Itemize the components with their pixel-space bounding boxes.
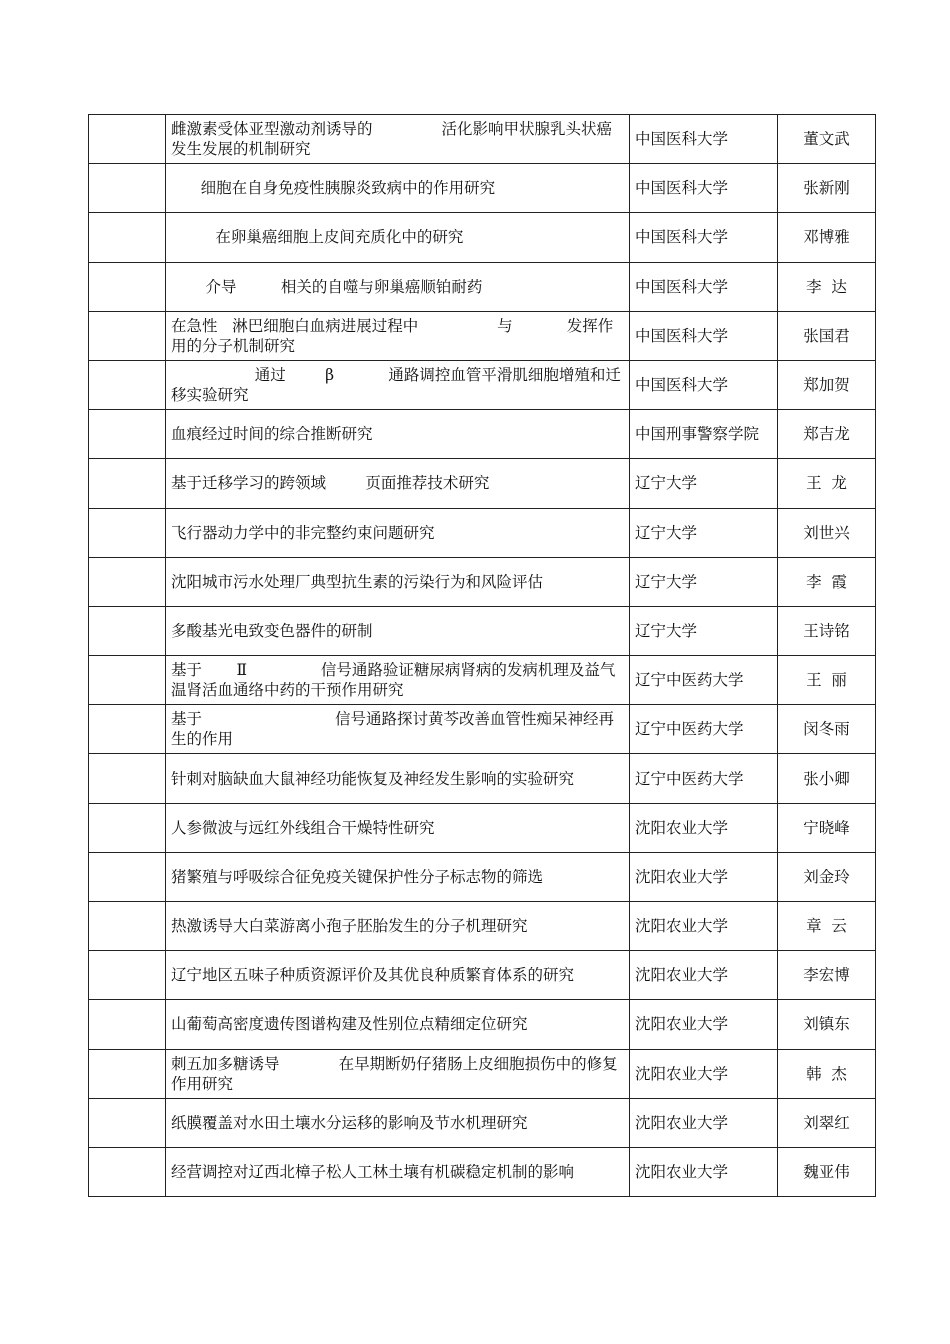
row-number-cell: [89, 705, 166, 754]
table-row: [89, 1147, 876, 1196]
institution-cell: 沈阳农业大学: [630, 902, 778, 951]
institution-cell: 中国医科大学: [630, 213, 778, 262]
row-number-cell: [89, 852, 166, 901]
project-title-cell: 热激诱导大白菜游离小孢子胚胎发生的分子机理研究: [166, 902, 630, 951]
principal-investigator-cell: 刘世兴: [778, 508, 876, 557]
project-title-cell: 飞行器动力学中的非完整约束问题研究: [166, 508, 630, 557]
institution-cell: 中国医科大学: [630, 164, 778, 213]
project-title-cell: 细胞在自身免疫性胰腺炎致病中的作用研究: [166, 164, 630, 213]
principal-investigator-cell: 李 达: [778, 262, 876, 311]
table-row: [89, 1000, 876, 1049]
table-row: [89, 902, 876, 951]
principal-investigator-cell: 宁晓峰: [778, 803, 876, 852]
institution-cell: 沈阳农业大学: [630, 1049, 778, 1098]
institution-cell: 沈阳农业大学: [630, 951, 778, 1000]
row-number-cell: [89, 459, 166, 508]
row-number-cell: [89, 803, 166, 852]
table-row: [89, 262, 876, 311]
institution-cell: 辽宁大学: [630, 557, 778, 606]
row-number-cell: [89, 606, 166, 655]
institution-cell: 中国医科大学: [630, 115, 778, 164]
project-title-cell: 猪繁殖与呼吸综合征免疫关键保护性分子标志物的筛选: [166, 852, 630, 901]
institution-cell: 沈阳农业大学: [630, 1098, 778, 1147]
row-number-cell: [89, 1147, 166, 1196]
table-row: [89, 213, 876, 262]
institution-cell: 沈阳农业大学: [630, 1000, 778, 1049]
project-title-cell: 辽宁地区五味子种质资源评价及其优良种质繁育体系的研究: [166, 951, 630, 1000]
principal-investigator-cell: 王 龙: [778, 459, 876, 508]
table-row: [89, 1049, 876, 1098]
project-title-cell: 山葡萄高密度遗传图谱构建及性别位点精细定位研究: [166, 1000, 630, 1049]
row-number-cell: [89, 1000, 166, 1049]
principal-investigator-cell: 章 云: [778, 902, 876, 951]
institution-cell: 中国医科大学: [630, 311, 778, 360]
table-row: [89, 410, 876, 459]
project-title-cell: 在卵巢癌细胞上皮间充质化中的研究: [166, 213, 630, 262]
row-number-cell: [89, 557, 166, 606]
institution-cell: 辽宁大学: [630, 606, 778, 655]
project-title-cell: 沈阳城市污水处理厂典型抗生素的污染行为和风险评估: [166, 557, 630, 606]
table-row: [89, 360, 876, 409]
row-number-cell: [89, 115, 166, 164]
project-title-cell: 刺五加多糖诱导 在早期断奶仔猪肠上皮细胞损伤中的修复作用研究: [166, 1049, 630, 1098]
table-row: [89, 705, 876, 754]
row-number-cell: [89, 410, 166, 459]
institution-cell: 沈阳农业大学: [630, 852, 778, 901]
principal-investigator-cell: 邓博雅: [778, 213, 876, 262]
principal-investigator-cell: 刘金玲: [778, 852, 876, 901]
project-title-cell: 血痕经过时间的综合推断研究: [166, 410, 630, 459]
institution-cell: 沈阳农业大学: [630, 803, 778, 852]
row-number-cell: [89, 754, 166, 803]
table-row: [89, 656, 876, 705]
table-row: [89, 1098, 876, 1147]
row-number-cell: [89, 213, 166, 262]
institution-cell: 中国医科大学: [630, 360, 778, 409]
institution-cell: 沈阳农业大学: [630, 1147, 778, 1196]
table-row: [89, 606, 876, 655]
principal-investigator-cell: 张新刚: [778, 164, 876, 213]
project-title-cell: 基于 信号通路探讨黄芩改善血管性痴呆神经再生的作用: [166, 705, 630, 754]
principal-investigator-cell: 董文武: [778, 115, 876, 164]
institution-cell: 辽宁中医药大学: [630, 754, 778, 803]
table-row: [89, 754, 876, 803]
table-row: [89, 557, 876, 606]
row-number-cell: [89, 1049, 166, 1098]
project-title-cell: 人参微波与远红外线组合干燥特性研究: [166, 803, 630, 852]
table-row: [89, 508, 876, 557]
institution-cell: 辽宁中医药大学: [630, 705, 778, 754]
institution-cell: 辽宁大学: [630, 459, 778, 508]
project-title-cell: 纸膜覆盖对水田土壤水分运移的影响及节水机理研究: [166, 1098, 630, 1147]
row-number-cell: [89, 508, 166, 557]
project-table: [88, 114, 876, 1197]
institution-cell: 辽宁中医药大学: [630, 656, 778, 705]
row-number-cell: [89, 656, 166, 705]
project-title-cell: 雌激素受体亚型激动剂诱导的 活化影响甲状腺乳头状癌发生发展的机制研究: [166, 115, 630, 164]
project-title-cell: 基于迁移学习的跨领域 页面推荐技术研究: [166, 459, 630, 508]
row-number-cell: [89, 902, 166, 951]
project-title-cell: 经营调控对辽西北樟子松人工林土壤有机碳稳定机制的影响: [166, 1147, 630, 1196]
row-number-cell: [89, 311, 166, 360]
table-row: [89, 115, 876, 164]
project-title-cell: 多酸基光电致变色器件的研制: [166, 606, 630, 655]
principal-investigator-cell: 王 丽: [778, 656, 876, 705]
principal-investigator-cell: 张国君: [778, 311, 876, 360]
table-row: [89, 951, 876, 1000]
project-table-body: [89, 115, 876, 1197]
table-row: [89, 803, 876, 852]
principal-investigator-cell: 郑吉龙: [778, 410, 876, 459]
principal-investigator-cell: 刘镇东: [778, 1000, 876, 1049]
row-number-cell: [89, 951, 166, 1000]
institution-cell: 辽宁大学: [630, 508, 778, 557]
row-number-cell: [89, 360, 166, 409]
institution-cell: 中国刑事警察学院: [630, 410, 778, 459]
principal-investigator-cell: 王诗铭: [778, 606, 876, 655]
principal-investigator-cell: 郑加贺: [778, 360, 876, 409]
principal-investigator-cell: 张小卿: [778, 754, 876, 803]
table-row: [89, 311, 876, 360]
principal-investigator-cell: 李 霞: [778, 557, 876, 606]
project-title-cell: 针刺对脑缺血大鼠神经功能恢复及神经发生影响的实验研究: [166, 754, 630, 803]
row-number-cell: [89, 1098, 166, 1147]
table-row: [89, 459, 876, 508]
project-title-cell: 在急性 淋巴细胞白血病进展过程中 与 发挥作用的分子机制研究: [166, 311, 630, 360]
project-title-cell: 通过 β 通路调控血管平滑肌细胞增殖和迁移实验研究: [166, 360, 630, 409]
table-row: [89, 164, 876, 213]
principal-investigator-cell: 李宏博: [778, 951, 876, 1000]
row-number-cell: [89, 164, 166, 213]
principal-investigator-cell: 闵冬雨: [778, 705, 876, 754]
institution-cell: 中国医科大学: [630, 262, 778, 311]
project-title-cell: 基于 Ⅱ 信号通路验证糖尿病肾病的发病机理及益气温肾活血通络中药的干预作用研究: [166, 656, 630, 705]
table-row: [89, 852, 876, 901]
row-number-cell: [89, 262, 166, 311]
project-title-cell: 介导 相关的自噬与卵巢癌顺铂耐药: [166, 262, 630, 311]
principal-investigator-cell: 魏亚伟: [778, 1147, 876, 1196]
principal-investigator-cell: 韩 杰: [778, 1049, 876, 1098]
principal-investigator-cell: 刘翠红: [778, 1098, 876, 1147]
